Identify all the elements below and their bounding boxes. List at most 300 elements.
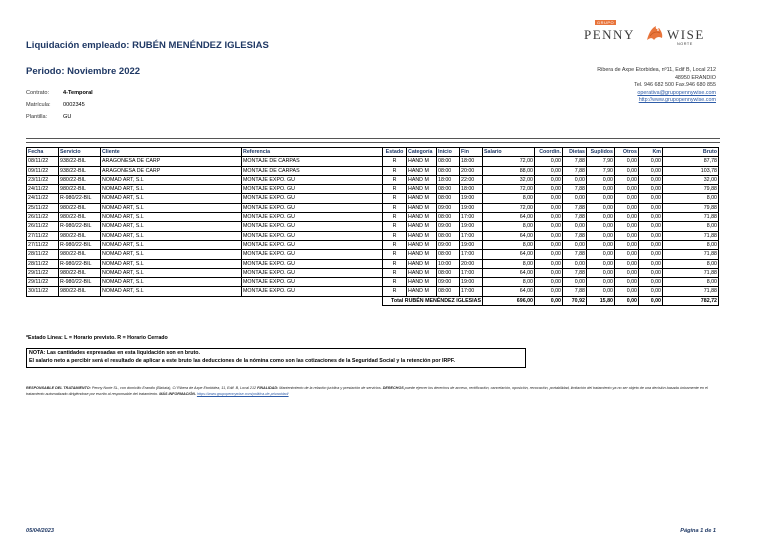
cell-categoria: HAND M <box>407 203 437 212</box>
cell-cliente: NOMAD ART, S.L <box>101 203 242 212</box>
cell-referencia: MONTAJE DE CARPAS <box>242 166 383 175</box>
cell-cliente: NOMAD ART, S.L <box>101 213 242 222</box>
cell-salario: 72,00 <box>483 157 535 166</box>
cell-cliente: NOMAD ART, S.L <box>101 240 242 249</box>
cell-referencia: MONTAJE EXPO. GU <box>242 231 383 240</box>
cell-servicio: 980/22-BIL <box>59 185 101 194</box>
cell-coordin: 0,00 <box>535 250 563 259</box>
privacy-rights-heading: DERECHOS <box>382 386 404 390</box>
table-row <box>27 166 719 175</box>
cell-cliente: NOMAD ART, S.L <box>101 194 242 203</box>
cell-coordin: 0,00 <box>535 278 563 287</box>
note-line-1: NOTA: Las cantidades expresadas en esta liquidación son en bruto. <box>29 350 200 356</box>
cell-suplidos: 0,00 <box>587 203 615 212</box>
table-row <box>27 194 719 203</box>
cell-suplidos: 0,00 <box>587 222 615 231</box>
cell-coordin: 0,00 <box>535 231 563 240</box>
cell-coordin: 0,00 <box>535 194 563 203</box>
cell-categoria: HAND M <box>407 287 437 296</box>
cell-km: 0,00 <box>639 231 663 240</box>
cell-dietas: 0,00 <box>563 240 587 249</box>
cell-suplidos: 0,00 <box>587 259 615 268</box>
cell-categoria: HAND M <box>407 250 437 259</box>
cell-fin: 19:00 <box>460 203 483 212</box>
cell-fecha: 28/11/22 <box>27 259 59 268</box>
cell-km: 0,00 <box>639 157 663 166</box>
table-row <box>27 259 719 268</box>
registration-row <box>26 102 85 108</box>
cell-estado: R <box>383 194 407 203</box>
cell-km: 0,00 <box>639 278 663 287</box>
cell-coordin: 0,00 <box>535 287 563 296</box>
cell-servicio: 980/22-BIL <box>59 175 101 184</box>
website-link[interactable]: http://www.grupopennywise.com <box>638 97 716 104</box>
cell-dietas: 7,88 <box>563 185 587 194</box>
cell-cliente: NOMAD ART, S.L <box>101 259 242 268</box>
cell-bruto: 71,88 <box>663 213 719 222</box>
cell-bruto: 8,00 <box>663 259 719 268</box>
cell-salario: 64,00 <box>483 250 535 259</box>
cell-servicio: 980/22-BIL <box>59 268 101 277</box>
employee-settlement-title: Liquidación empleado: RUBÉN MENÉNDEZ IGLESIAS <box>26 40 269 51</box>
cell-coordin: 0,00 <box>535 259 563 268</box>
cell-km: 0,00 <box>639 166 663 175</box>
cell-inicio: 08:00 <box>437 213 460 222</box>
cell-coordin: 0,00 <box>535 213 563 222</box>
cell-otros: 0,00 <box>615 194 639 203</box>
cell-fin: 19:00 <box>460 240 483 249</box>
cell-cliente: NOMAD ART, S.L <box>101 175 242 184</box>
cell-otros: 0,00 <box>615 213 639 222</box>
cell-otros: 0,00 <box>615 268 639 277</box>
cell-fin: 18:00 <box>460 185 483 194</box>
cell-cliente: NOMAD ART, S.L <box>101 287 242 296</box>
divider-bottom <box>26 142 720 143</box>
cell-salario: 64,00 <box>483 231 535 240</box>
cell-referencia: MONTAJE EXPO. GU <box>242 268 383 277</box>
cell-bruto: 71,88 <box>663 268 719 277</box>
cell-fecha: 24/11/22 <box>27 194 59 203</box>
cell-bruto: 8,00 <box>663 222 719 231</box>
cell-otros: 0,00 <box>615 278 639 287</box>
cell-inicio: 09:00 <box>437 222 460 231</box>
cell-estado: R <box>383 240 407 249</box>
cell-km: 0,00 <box>639 268 663 277</box>
cell-estado: R <box>383 166 407 175</box>
cell-dietas: 0,00 <box>563 175 587 184</box>
cell-estado: R <box>383 175 407 184</box>
cell-inicio: 08:00 <box>437 194 460 203</box>
cell-servicio: R-980/22-BIL <box>59 259 101 268</box>
cell-suplidos: 0,00 <box>587 194 615 203</box>
cell-bruto: 79,88 <box>663 203 719 212</box>
cell-salario: 64,00 <box>483 213 535 222</box>
cell-otros: 0,00 <box>615 166 639 175</box>
cell-bruto: 71,88 <box>663 287 719 296</box>
cell-salario: 8,00 <box>483 259 535 268</box>
cell-km: 0,00 <box>639 240 663 249</box>
cell-inicio: 08:00 <box>437 250 460 259</box>
cell-coordin: 0,00 <box>535 203 563 212</box>
cell-cliente: NOMAD ART, S.L <box>101 278 242 287</box>
contract-label: Contrato: <box>26 90 50 96</box>
cell-fin: 22:00 <box>460 175 483 184</box>
col-header-inicio: Inicio <box>437 148 460 157</box>
cell-suplidos: 0,00 <box>587 231 615 240</box>
cell-bruto: 8,00 <box>663 240 719 249</box>
cell-suplidos: 0,00 <box>587 175 615 184</box>
cell-categoria: HAND M <box>407 213 437 222</box>
col-header-suplidos: Suplidos <box>587 148 615 157</box>
table-row <box>27 240 719 249</box>
table-row <box>27 250 719 259</box>
cell-servicio: R-980/22-BIL <box>59 194 101 203</box>
cell-suplidos: 7,90 <box>587 166 615 175</box>
cell-fecha: 09/11/22 <box>27 166 59 175</box>
cell-servicio: R-980/22-BIL <box>59 222 101 231</box>
cell-fecha: 23/11/22 <box>27 175 59 184</box>
cell-categoria: HAND M <box>407 157 437 166</box>
cell-cliente: ARAGONESA DE CARP <box>101 166 242 175</box>
footer-date: 05/04/2023 <box>26 528 54 534</box>
cell-cliente: NOMAD ART, S.L <box>101 268 242 277</box>
cell-referencia: MONTAJE EXPO. GU <box>242 194 383 203</box>
cell-categoria: HAND M <box>407 166 437 175</box>
cell-salario: 64,00 <box>483 268 535 277</box>
cell-inicio: 08:00 <box>437 268 460 277</box>
col-header-coordin: Coordin. <box>535 148 563 157</box>
cell-referencia: MONTAJE EXPO. GU <box>242 203 383 212</box>
cell-bruto: 79,88 <box>663 185 719 194</box>
total-km: 0,00 <box>639 296 663 305</box>
total-row-spacer <box>27 296 383 305</box>
cell-fin: 17:00 <box>460 213 483 222</box>
cell-referencia: MONTAJE EXPO. GU <box>242 287 383 296</box>
table-row <box>27 287 719 296</box>
col-header-fin: Fin <box>460 148 483 157</box>
cell-bruto: 71,88 <box>663 250 719 259</box>
fox-logo-icon <box>644 22 666 44</box>
cell-fin: 20:00 <box>460 166 483 175</box>
cell-suplidos: 0,00 <box>587 250 615 259</box>
col-header-estado: Estado <box>383 148 407 157</box>
total-bruto: 782,72 <box>663 296 719 305</box>
cell-referencia: MONTAJE EXPO. GU <box>242 213 383 222</box>
cell-dietas: 7,88 <box>563 166 587 175</box>
cell-coordin: 0,00 <box>535 240 563 249</box>
cell-estado: R <box>383 222 407 231</box>
logo-norte-text: NORTE <box>677 42 693 46</box>
privacy-purpose-text: Mantenimiento de la relación jurídica y prestación de servicios. <box>278 386 383 390</box>
col-header-cliente: Cliente <box>101 148 242 157</box>
privacy-controller-text: Penny Norte SL, con domicilio Erandio (Bizkaia), C/ Ribera de Axpe Etorbidea, 11, Edif. B, Local 212 <box>90 386 258 390</box>
cell-km: 0,00 <box>639 175 663 184</box>
cell-inicio: 08:00 <box>437 166 460 175</box>
cell-fecha: 28/11/22 <box>27 250 59 259</box>
cell-salario: 64,00 <box>483 287 535 296</box>
address-street: Ribera de Axpe Etorbidea, nº11, Edif B, Local 212 <box>597 67 716 73</box>
cell-cliente: NOMAD ART, S.L <box>101 222 242 231</box>
cell-dietas: 7,88 <box>563 231 587 240</box>
cell-salario: 8,00 <box>483 194 535 203</box>
cell-otros: 0,00 <box>615 250 639 259</box>
cell-dietas: 7,88 <box>563 287 587 296</box>
col-header-categoria: Categoría <box>407 148 437 157</box>
cell-inicio: 09:00 <box>437 278 460 287</box>
total-otros: 0,00 <box>615 296 639 305</box>
cell-fin: 18:00 <box>460 157 483 166</box>
cell-bruto: 87,78 <box>663 157 719 166</box>
cell-dietas: 7,88 <box>563 213 587 222</box>
cell-servicio: 938/22-BIL <box>59 166 101 175</box>
cell-cliente: NOMAD ART, S.L <box>101 231 242 240</box>
cell-referencia: MONTAJE EXPO. GU <box>242 278 383 287</box>
cell-referencia: MONTAJE EXPO. GU <box>242 250 383 259</box>
col-header-fecha: Fecha <box>27 148 59 157</box>
cell-inicio: 08:00 <box>437 157 460 166</box>
cell-categoria: HAND M <box>407 240 437 249</box>
col-header-servicio: Servicio <box>59 148 101 157</box>
cell-coordin: 0,00 <box>535 185 563 194</box>
cell-suplidos: 0,00 <box>587 213 615 222</box>
cell-km: 0,00 <box>639 222 663 231</box>
gross-amount-note <box>26 348 526 368</box>
cell-salario: 72,00 <box>483 185 535 194</box>
company-address <box>496 67 716 105</box>
cell-fecha: 29/11/22 <box>27 278 59 287</box>
cell-referencia: MONTAJE EXPO. GU <box>242 259 383 268</box>
cell-fecha: 08/11/22 <box>27 157 59 166</box>
cell-estado: R <box>383 231 407 240</box>
logo-grupo-text: GRUPO <box>597 20 615 25</box>
cell-km: 0,00 <box>639 259 663 268</box>
cell-suplidos: 0,00 <box>587 240 615 249</box>
cell-km: 0,00 <box>639 250 663 259</box>
privacy-rights-text: puede ejercer los derechos de acceso, rectificación, cancelación, oposición, revocación, portabilidad, limitación del tratamiento ya no ser objeto de una decisión basada únicamente en el tratamiento automatizado dirigiéndose por escrito al responsable del tratamiento. <box>26 386 708 396</box>
privacy-controller-heading: RESPONSABLE DEL TRATAMIENTO: <box>26 386 91 390</box>
cell-inicio: 10:00 <box>437 259 460 268</box>
cell-otros: 0,00 <box>615 157 639 166</box>
logo-wise-text: WISE <box>667 27 705 42</box>
cell-fecha: 29/11/22 <box>27 268 59 277</box>
cell-inicio: 09:00 <box>437 203 460 212</box>
cell-inicio: 08:00 <box>437 231 460 240</box>
cell-otros: 0,00 <box>615 222 639 231</box>
cell-dietas: 7,88 <box>563 268 587 277</box>
cell-inicio: 08:00 <box>437 185 460 194</box>
cell-suplidos: 0,00 <box>587 185 615 194</box>
cell-categoria: HAND M <box>407 222 437 231</box>
cell-servicio: 938/22-BIL <box>59 157 101 166</box>
cell-suplidos: 7,90 <box>587 157 615 166</box>
cell-km: 0,00 <box>639 203 663 212</box>
cell-fecha: 30/11/22 <box>27 287 59 296</box>
cell-coordin: 0,00 <box>535 157 563 166</box>
cell-estado: R <box>383 185 407 194</box>
settlement-table <box>26 147 719 306</box>
total-label: Total RUBÉN MENÉNDEZ IGLESIAS <box>383 296 483 305</box>
col-header-km: Km <box>639 148 663 157</box>
cell-coordin: 0,00 <box>535 222 563 231</box>
cell-fecha: 24/11/22 <box>27 185 59 194</box>
cell-suplidos: 0,00 <box>587 287 615 296</box>
cell-estado: R <box>383 278 407 287</box>
cell-servicio: R-980/22-BIL <box>59 278 101 287</box>
table-row <box>27 213 719 222</box>
cell-estado: R <box>383 203 407 212</box>
period-heading: Periodo: Noviembre 2022 <box>26 66 141 77</box>
cell-salario: 88,00 <box>483 166 535 175</box>
total-coordin: 0,00 <box>535 296 563 305</box>
cell-referencia: MONTAJE EXPO. GU <box>242 222 383 231</box>
cell-estado: R <box>383 287 407 296</box>
cell-fin: 17:00 <box>460 231 483 240</box>
privacy-policy-link[interactable]: https://www.grupopennywise.com/politica-de-privacidad/ <box>196 391 289 396</box>
total-dietas: 70,92 <box>563 296 587 305</box>
cell-salario: 8,00 <box>483 240 535 249</box>
divider-top <box>26 138 720 139</box>
cell-otros: 0,00 <box>615 175 639 184</box>
contract-value: 4-Temporal <box>63 90 93 96</box>
cell-fecha: 25/11/22 <box>27 203 59 212</box>
cell-estado: R <box>383 213 407 222</box>
cell-salario: 8,00 <box>483 222 535 231</box>
cell-otros: 0,00 <box>615 185 639 194</box>
table-header-row <box>27 148 719 157</box>
cell-inicio: 09:00 <box>437 240 460 249</box>
table-row <box>27 185 719 194</box>
registration-value: 0002345 <box>63 102 85 108</box>
cell-servicio: 980/22-BIL <box>59 231 101 240</box>
cell-otros: 0,00 <box>615 240 639 249</box>
cell-bruto: 103,78 <box>663 166 719 175</box>
table-row <box>27 278 719 287</box>
cell-salario: 32,00 <box>483 175 535 184</box>
cell-dietas: 0,00 <box>563 194 587 203</box>
cell-categoria: HAND M <box>407 185 437 194</box>
cell-suplidos: 0,00 <box>587 278 615 287</box>
address-city: 48950 ERANDIO <box>674 74 716 81</box>
cell-coordin: 0,00 <box>535 175 563 184</box>
cell-bruto: 71,88 <box>663 231 719 240</box>
cell-km: 0,00 <box>639 185 663 194</box>
cell-categoria: HAND M <box>407 268 437 277</box>
cell-fin: 17:00 <box>460 287 483 296</box>
col-header-dietas: Dietas <box>563 148 587 157</box>
total-salario: 696,00 <box>483 296 535 305</box>
table-row <box>27 268 719 277</box>
col-header-referencia: Referencia <box>242 148 383 157</box>
note-line-2: El salario neto a percibir será el resultado de aplicar a este bruto las deducciones de la nómina como son las cotizaciones de la Seguridad Social y la retención por IRPF. <box>29 357 455 364</box>
staff-label: Plantilla: <box>26 114 48 120</box>
cell-otros: 0,00 <box>615 259 639 268</box>
cell-categoria: HAND M <box>407 194 437 203</box>
cell-estado: R <box>383 259 407 268</box>
cell-cliente: NOMAD ART, S.L <box>101 185 242 194</box>
cell-dietas: 7,88 <box>563 250 587 259</box>
cell-dietas: 0,00 <box>563 259 587 268</box>
table-body <box>27 157 719 306</box>
cell-referencia: MONTAJE EXPO. GU <box>242 185 383 194</box>
col-header-salario: Salario <box>483 148 535 157</box>
cell-coordin: 0,00 <box>535 268 563 277</box>
cell-fin: 19:00 <box>460 278 483 287</box>
cell-servicio: 980/22-BIL <box>59 203 101 212</box>
staff-row <box>26 114 71 120</box>
cell-categoria: HAND M <box>407 231 437 240</box>
cell-servicio: 980/22-BIL <box>59 213 101 222</box>
cell-fin: 17:00 <box>460 268 483 277</box>
col-header-otros: Otros <box>615 148 639 157</box>
cell-bruto: 32,00 <box>663 175 719 184</box>
cell-estado: R <box>383 268 407 277</box>
table-row <box>27 231 719 240</box>
cell-fin: 19:00 <box>460 222 483 231</box>
cell-fecha: 26/11/22 <box>27 213 59 222</box>
cell-fin: 20:00 <box>460 259 483 268</box>
cell-fecha: 27/11/22 <box>27 240 59 249</box>
logo-penny-text: PENNY <box>584 27 635 42</box>
cell-fin: 17:00 <box>460 250 483 259</box>
email-link[interactable]: operativa@grupopennywise.com <box>637 89 716 96</box>
cell-servicio: R-980/22-BIL <box>59 240 101 249</box>
cell-inicio: 08:00 <box>437 287 460 296</box>
privacy-purpose-heading: FINALIDAD: <box>257 386 279 390</box>
table-row <box>27 203 719 212</box>
cell-dietas: 0,00 <box>563 222 587 231</box>
address-phone: Tel. 946 682 500 Fax.946 680 855 <box>634 82 716 89</box>
cell-cliente: ARAGONESA DE CARP <box>101 157 242 166</box>
cell-categoria: HAND M <box>407 175 437 184</box>
col-header-bruto: Bruto <box>663 148 719 157</box>
cell-dietas: 7,88 <box>563 203 587 212</box>
contract-row <box>26 90 93 96</box>
cell-bruto: 8,00 <box>663 278 719 287</box>
total-row <box>27 296 719 305</box>
cell-fecha: 27/11/22 <box>27 231 59 240</box>
staff-value: GU <box>63 114 72 120</box>
cell-km: 0,00 <box>639 287 663 296</box>
footer-page-number: Página 1 de 1 <box>680 528 716 534</box>
cell-salario: 8,00 <box>483 278 535 287</box>
cell-otros: 0,00 <box>615 231 639 240</box>
total-suplidos: 15,80 <box>587 296 615 305</box>
cell-referencia: MONTAJE EXPO. GU <box>242 175 383 184</box>
cell-inicio: 18:00 <box>437 175 460 184</box>
cell-salario: 72,00 <box>483 203 535 212</box>
cell-otros: 0,00 <box>615 287 639 296</box>
cell-estado: R <box>383 250 407 259</box>
cell-referencia: MONTAJE DE CARPAS <box>242 157 383 166</box>
cell-km: 0,00 <box>639 194 663 203</box>
table-row <box>27 175 719 184</box>
cell-coordin: 0,00 <box>535 166 563 175</box>
cell-servicio: 980/22-BIL <box>59 250 101 259</box>
company-logo <box>582 20 712 48</box>
cell-categoria: HAND M <box>407 259 437 268</box>
cell-suplidos: 0,00 <box>587 268 615 277</box>
privacy-notice <box>26 386 722 397</box>
cell-dietas: 0,00 <box>563 278 587 287</box>
cell-servicio: 980/22-BIL <box>59 287 101 296</box>
cell-fecha: 26/11/22 <box>27 222 59 231</box>
cell-referencia: MONTAJE EXPO. GU <box>242 240 383 249</box>
cell-estado: R <box>383 157 407 166</box>
cell-km: 0,00 <box>639 213 663 222</box>
cell-categoria: HAND M <box>407 278 437 287</box>
table-row <box>27 222 719 231</box>
cell-otros: 0,00 <box>615 203 639 212</box>
